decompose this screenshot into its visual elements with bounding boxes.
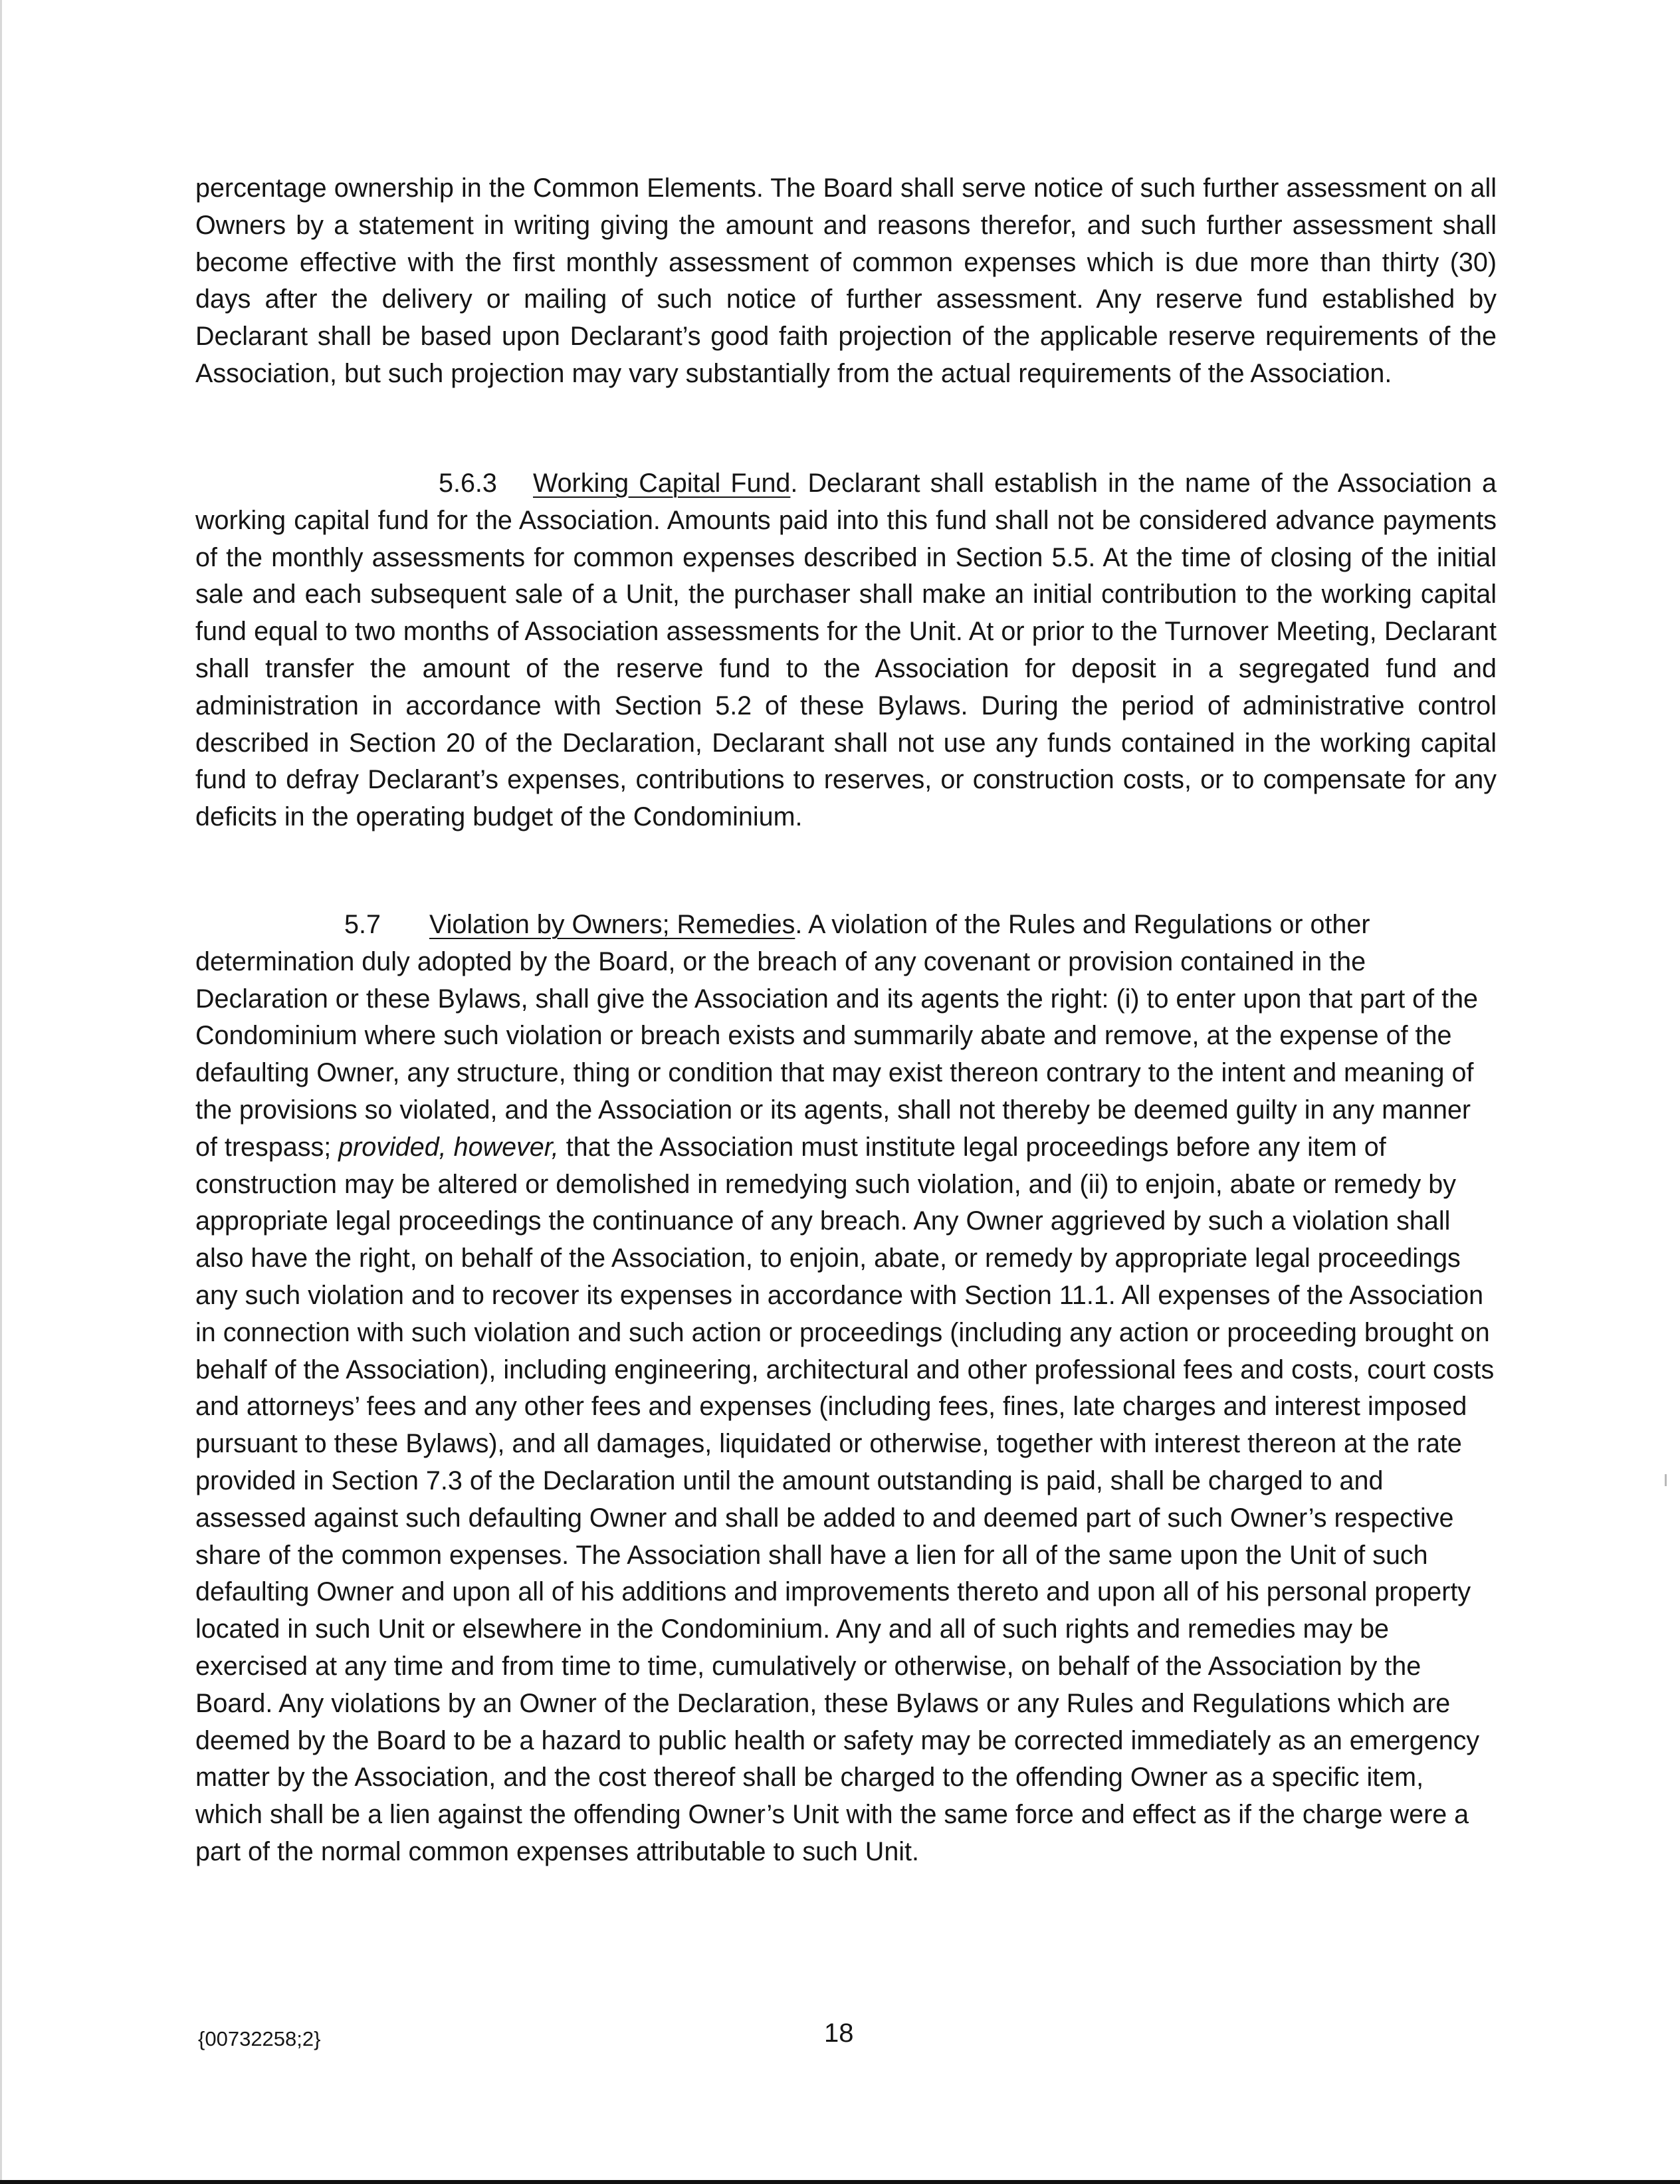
page-number: 18 [824,2019,854,2048]
document-id: {00732258;2} [198,2027,321,2050]
scan-speck [1665,1474,1667,1486]
heading-punctuation: . [795,910,803,939]
section-5-7-paragraph [195,907,1497,1871]
section-body: Declarant shall establish in the name of the Association a working capital fund for the Association. Amounts paid into this fund shall not be considered advance payments of the monthly assessments for common expenses described in Section 5.5. At the time of closing of the initial sale and each subsequent sale of a Unit, the purchaser shall make an initial contribution to the working capital fund equal to two months of Association assessments for the Unit. At or prior to the Turnover Meeting, Declarant shall transfer the amount of the reserve fund to the Association for deposit in a segregated fund and administration in accordance with Section 5.2 of these Bylaws. During the period of administrative control described in Section 20 of the Declaration, Declarant shall not use any funds contained in the working capital fund to defray Declarant’s expenses, contributions to reserves, or construction costs, or to compensate for any deficits in the operating budget of the Condominium. [195,469,1497,832]
heading-punctuation: . [790,469,798,498]
scan-bottom-edge [0,2180,1680,2184]
section-number: 5.6.3 [439,469,497,498]
section-number: 5.7 [344,910,381,939]
paragraph-intro: percentage ownership in the Common Elements. The Board shall serve notice of such further assessment on all Owners by a statement in writing giving the amount and reasons therefor, and such further assessment shall become effective with the first monthly assessment of common expenses which is due more than thirty (30) days after the delivery or mailing of such notice of further assessment. Any reserve fund established by Declarant shall be based upon Declarant’s good faith projection of the applicable reserve requirements of the Association, but such projection may vary substantially from the actual requirements of the Association. [195,173,1497,388]
section-body-after-italic: that the Association must institute legal proceedings before any item of construction may be altered or demolished in remedying such violation, and (ii) to enjoin, abate or remedy by appropriate legal proceedings the continuance of any breach. Any Owner aggrieved by such a violation shall also have the right, on behalf of the Association, to enjoin, abate, or remedy by appropriate legal proceedings any such violation and to recover its expenses in accordance with Section 11.1. All expenses of the Association in connection with such violation and such action or proceedings (including any action or proceeding brought on behalf of the Association), including engineering, architectural and other professional fees and costs, court costs and attorneys’ fees and any other fees and expenses (including fees, fines, late charges and interest imposed pursuant to these Bylaws), and all damages, liquidated or otherwise, together with interest thereon at the rate provided in Section 7.3 of the Declaration until the amount outstanding is paid, shall be charged to and assessed against such defaulting Owner and shall be added to and deemed part of such Owner’s respective share of the common expenses. The Association shall have a lien for all of the same upon the Unit of such defaulting Owner and upon all of his additions and improvements thereto and upon all of his personal property located in such Unit or elsewhere in the Condominium. Any and all of such rights and remedies may be exercised at any time and from time to time, cumulatively or otherwise, on behalf of the Association by the Board. Any violations by an Owner of the Declaration, these Bylaws or any Rules and Regulations which are deemed by the Board to be a hazard to public health or safety may be corrected immediately as an emergency matter by the Association, and the cost thereof shall be charged to the offending Owner as a specific item, which shall be a lien against the offending Owner’s Unit with the same force and effect as if the charge were a part of the normal common expenses attributable to such Unit. [195,1132,1495,1866]
scan-left-edge [0,0,2,2184]
section-body-before-italic: A violation of the Rules and Regulations or other determination duly adopted by the Board, or the breach of any covenant or provision contained in the Declaration or these Bylaws, shall give the Association and its agents the right: (i) to enter upon that part of the Condominium where such violation or breach exists and summarily abate and remove, at the expense of the defaulting Owner, any structure, thing or condition that may exist thereon contrary to the intent and meaning of the provisions so violated, and the Association or its agents, shall not thereby be deemed guilty in any manner of trespass; [195,910,1479,1162]
section-5-6-3-paragraph [195,465,1497,836]
section-heading: Violation by Owners; Remedies [429,910,795,939]
italic-proviso: provided, however, [338,1132,559,1162]
section-heading: Working Capital Fund [533,469,791,498]
